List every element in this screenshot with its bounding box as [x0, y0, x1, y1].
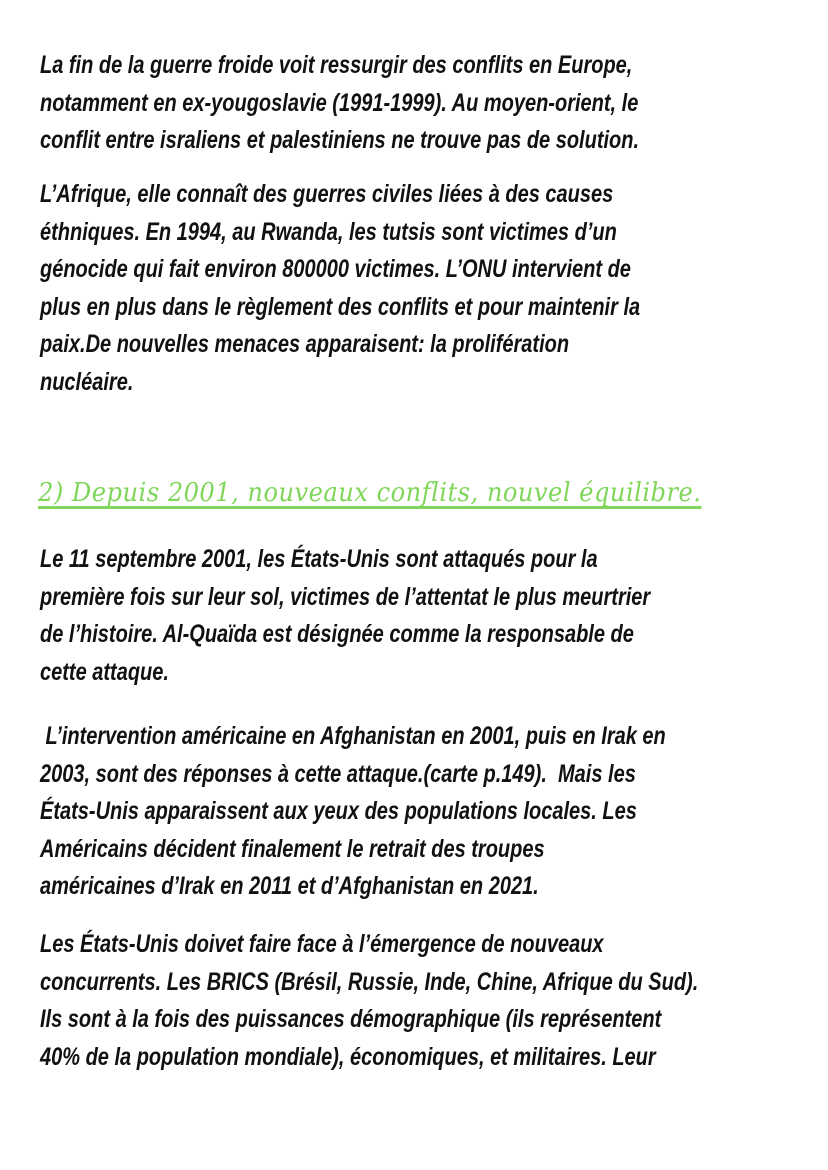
text-line: La fin de la guerre froide voit ressurgir des conflits en Europe,: [40, 51, 633, 79]
text-line: Le 11 septembre 2001, les États-Unis sont attaqués pour la: [40, 545, 598, 573]
paragraph-5: [40, 926, 828, 1076]
text-line: Ils sont à la fois des puissances démographique (ils représentent: [40, 1005, 662, 1033]
text-line: cette attaque.: [40, 657, 169, 686]
text-line: plus en plus dans le règlement des conflits et pour maintenir la: [40, 292, 641, 321]
text-line: paix.De nouvelles menaces apparaisent: la prolifération: [40, 330, 570, 358]
text-line: Les États-Unis doivet faire face à l’émergence de nouveaux: [40, 930, 604, 958]
text-line: américaines d’Irak en 2011 et d’Afghanistan en 2021.: [40, 872, 539, 900]
text-line: notamment en ex-yougoslavie (1991-1999). Au moyen-orient, le: [40, 88, 639, 117]
text-line: États-Unis apparaissent aux yeux des populations locales. Les: [40, 797, 637, 825]
text-line: génocide qui fait environ 800000 victimes. L’ONU intervient de: [40, 255, 631, 283]
text-line: 2003, sont des réponses à cette attaque.(carte p.149). Mais les: [40, 759, 636, 788]
text-line: L’Afrique, elle connaît des guerres civiles liées à des causes: [40, 180, 614, 208]
text-line: nucléaire.: [40, 367, 134, 396]
paragraph-3: [40, 541, 803, 691]
text-line: Américains décident finalement le retrait des troupes: [40, 834, 545, 863]
text-line: conflit entre israliens et palestiniens ne trouve pas de solution.: [40, 126, 640, 154]
paragraph-4: [40, 718, 822, 906]
text-line: de l’histoire. Al-Quaïda est désignée comme la responsable de: [40, 620, 634, 648]
section-heading: 2) Depuis 2001, nouveaux conflits, nouvel équilibre.: [38, 478, 702, 508]
text-line: L’intervention américaine en Afghanistan en 2001, puis en Irak en: [40, 722, 666, 750]
paragraph-1: [40, 47, 789, 160]
text-line: concurrents. Les BRICS (Brésil, Russie, Inde, Chine, Afrique du Sud).: [40, 967, 699, 996]
text-line: première fois sur leur sol, victimes de l’attentat le plus meurtrier: [40, 582, 651, 611]
paragraph-2: [40, 176, 790, 401]
text-line: 40% de la population mondiale), économiques, et militaires. Leur: [40, 1042, 656, 1071]
text-line: éthniques. En 1994, au Rwanda, les tutsis sont victimes d’un: [40, 217, 617, 246]
